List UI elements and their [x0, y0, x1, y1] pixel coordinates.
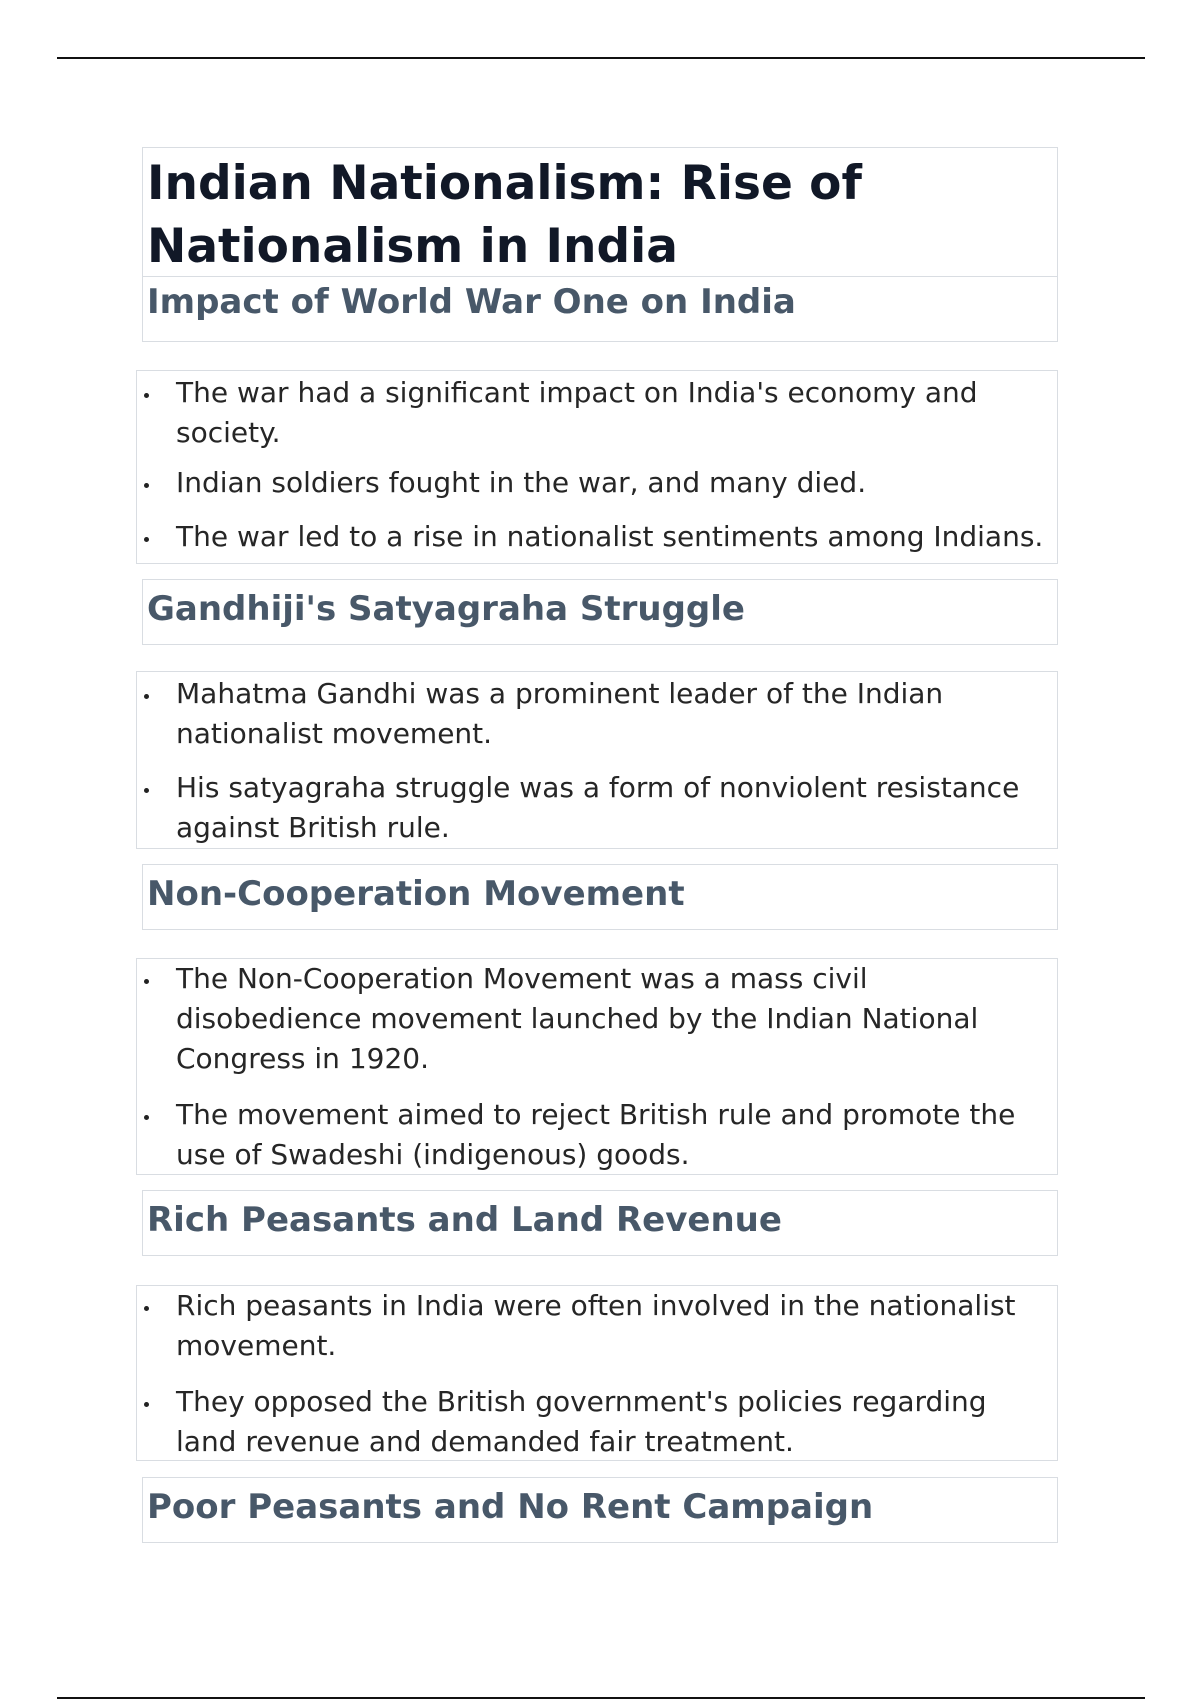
list-item: The war had a significant impact on India's economy and society.	[176, 373, 1051, 453]
bullet-list-world-war-one	[136, 370, 1058, 564]
page-title: Indian Nationalism: Rise of Nationalism in India	[147, 156, 862, 274]
list-item: Mahatma Gandhi was a prominent leader of the Indian nationalist movement.	[176, 674, 1051, 754]
section-heading-rich-peasants: Rich Peasants and Land Revenue	[147, 1200, 782, 1240]
list-item: Rich peasants in India were often involved in the nationalist movement.	[176, 1286, 1051, 1366]
section-box-poor-peasants	[142, 1477, 1058, 1543]
list-item: They opposed the British government's policies regarding land revenue and demanded fair treatment.	[176, 1382, 1051, 1462]
section-heading-non-cooperation: Non-Cooperation Movement	[147, 874, 685, 914]
list-item: The war led to a rise in nationalist sentiments among Indians.	[176, 517, 1051, 557]
list-item: The movement aimed to reject British rule and promote the use of Swadeshi (indigenous) goods.	[176, 1095, 1051, 1175]
section-heading-world-war-one: Impact of World War One on India	[147, 282, 796, 322]
section-box-non-cooperation	[142, 864, 1058, 930]
section-box-rich-peasants	[142, 1190, 1058, 1256]
section-box-satyagraha	[142, 579, 1058, 645]
list-item: Indian soldiers fought in the war, and many died.	[176, 463, 1051, 503]
section-heading-satyagraha: Gandhiji's Satyagraha Struggle	[147, 589, 745, 629]
title-divider	[143, 276, 1057, 277]
bullet-list-satyagraha	[136, 671, 1058, 849]
list-item: His satyagraha struggle was a form of nonviolent resistance against British rule.	[176, 768, 1051, 848]
list-item: The Non-Cooperation Movement was a mass civil disobedience movement launched by the Indian National Congress in 1920.	[176, 959, 1051, 1079]
bullet-list-rich-peasants	[136, 1285, 1058, 1461]
section-heading-poor-peasants: Poor Peasants and No Rent Campaign	[147, 1487, 874, 1527]
top-rule	[57, 57, 1145, 59]
bullet-list-non-cooperation	[136, 958, 1058, 1175]
title-block	[142, 147, 1058, 342]
bottom-rule	[57, 1697, 1145, 1699]
